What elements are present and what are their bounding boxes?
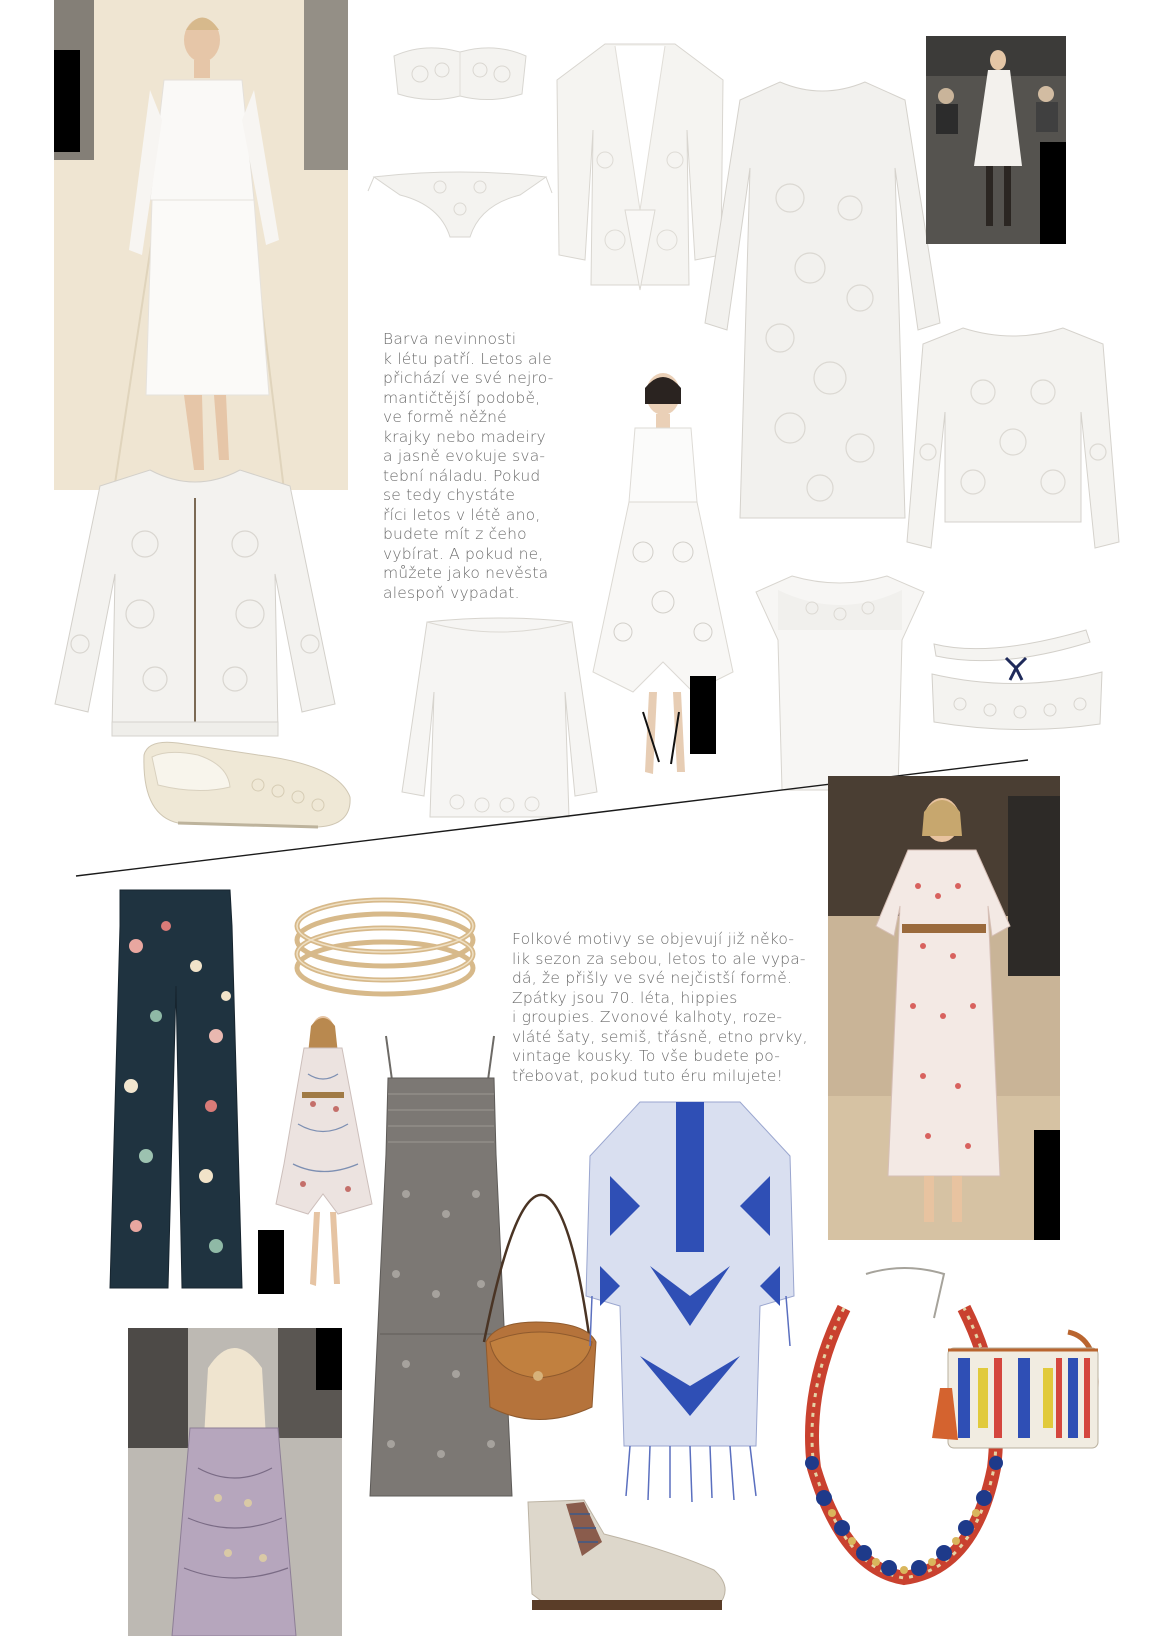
runway-model-boho-dress [268, 1014, 378, 1294]
text-line: alespoň vypadat. [383, 583, 520, 602]
white-cap-sleeve-top-image [752, 570, 927, 795]
text-line: Zpátky jsou 70. léta, hippies [512, 988, 738, 1007]
text-line: k létu patří. Letos ale [383, 349, 552, 368]
crochet-slip-on-shoe-image [138, 735, 358, 835]
accent-bar [54, 50, 80, 152]
text-line: vláté šaty, semiš, třásně, etno prvky, [512, 1027, 808, 1046]
text-line: Barva nevinnosti [383, 330, 517, 348]
text-line: krajky nebo madeiry [383, 427, 546, 446]
suede-chelsea-boot-image [518, 1494, 738, 1624]
text-line: ve formě něžné [383, 408, 507, 426]
lace-bra-top-image [390, 38, 530, 108]
text-line: říci letos v létě ano, [383, 505, 541, 524]
runway-photo-white-blouse [54, 0, 348, 490]
lace-garter-image [930, 624, 1105, 734]
lace-bikini-bottom-image [370, 165, 550, 245]
text-line: přichází ve své nejro- [383, 369, 554, 387]
accent-bar [690, 676, 716, 754]
lace-sweater-image [903, 322, 1123, 562]
blue-aztec-kimono-image [580, 1096, 800, 1506]
lace-bomber-jacket-image [50, 464, 340, 754]
folk-section-paragraph [512, 930, 822, 1086]
runway-model-cutwork-dress [583, 372, 743, 782]
text-line: a jasně evokuje sva- [383, 447, 546, 465]
runway-photo-printed-dress [828, 776, 1060, 1240]
text-line: lik sezon za sebou, letos to ale vypa- [512, 949, 806, 968]
gold-bangles-image [290, 886, 480, 1016]
text-line: se tedy chystáte [383, 486, 516, 504]
text-line: tební náladu. Pokud [383, 466, 541, 485]
text-line: můžete jako nevěsta [383, 564, 549, 582]
text-line: dá, že přišly ve své nejčistší formě. [512, 969, 793, 987]
accent-bar [316, 1328, 342, 1390]
text-line: mantičtější podobě, [383, 388, 541, 407]
accent-bar [1034, 1130, 1060, 1240]
accent-bar [1040, 142, 1066, 244]
text-line: vybírat. A pokud ne, [383, 544, 544, 563]
text-line: Folkové motivy se objevují již něko- [512, 930, 795, 948]
text-line: i groupies. Zvonové kalhoty, roze- [512, 1008, 783, 1026]
text-line: budete mít z čeho [383, 525, 527, 543]
white-section-paragraph [383, 330, 583, 603]
woven-ikat-clutch-image [918, 1328, 1108, 1468]
accent-bar [258, 1230, 284, 1294]
text-line: vintage kousky. To vše budete po- [512, 1047, 781, 1065]
runway-photo-boho-print [128, 1328, 342, 1636]
floral-wide-leg-trousers-image [106, 886, 246, 1296]
white-peasant-blouse-image [397, 612, 602, 832]
text-line: třebovat, pokud tuto éru milujete! [512, 1066, 784, 1085]
